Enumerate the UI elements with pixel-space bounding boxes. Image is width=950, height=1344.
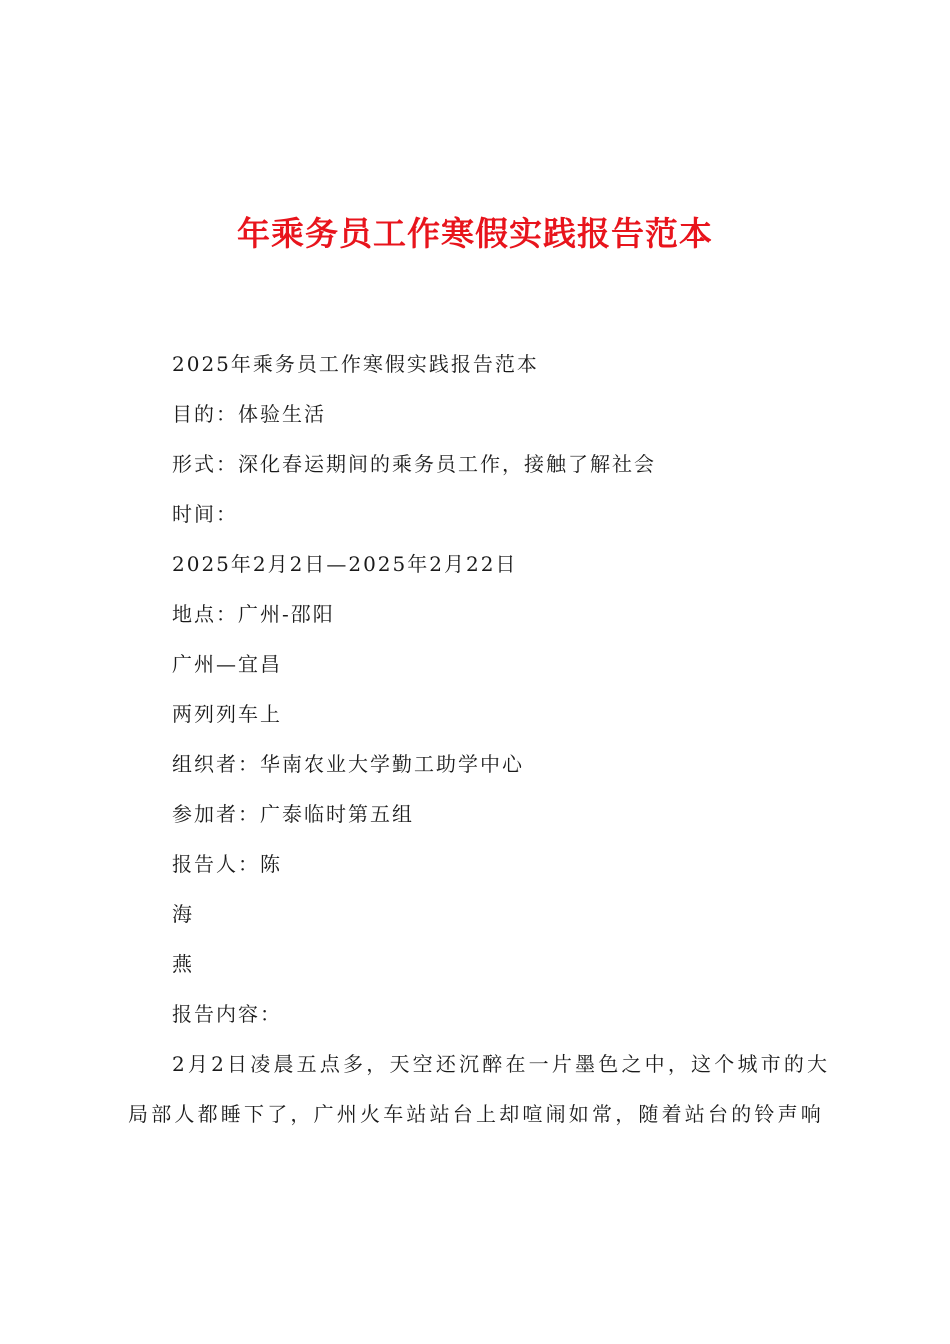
participants-line: 参加者：广泰临时第五组	[172, 802, 414, 826]
reporter-name-line-3: 燕	[172, 952, 194, 976]
subtitle-line: 2025年乘务员工作寒假实践报告范本	[172, 352, 539, 376]
purpose-line: 目的：体验生活	[172, 402, 326, 426]
date-range-line: 2025年2月2日—2025年2月22日	[172, 552, 518, 576]
paragraph-line-2: 局部人都睡下了，广州火车站站台上却喧闹如常，随着站台的铃声响	[128, 1102, 824, 1126]
route-line: 广州—宜昌	[172, 652, 282, 676]
reporter-name-line-2: 海	[172, 902, 194, 926]
location-line: 地点：广州-邵阳	[172, 602, 335, 626]
time-label-line: 时间：	[172, 502, 238, 526]
paragraph-line-1: 2月2日凌晨五点多，天空还沉醉在一片墨色之中，这个城市的大	[172, 1052, 831, 1076]
form-line: 形式：深化春运期间的乘务员工作，接触了解社会	[172, 452, 656, 476]
report-content-label: 报告内容：	[172, 1002, 282, 1026]
document-title: 年乘务员工作寒假实践报告范本	[237, 214, 713, 253]
trains-line: 两列列车上	[172, 702, 282, 726]
organizer-line: 组织者：华南农业大学勤工助学中心	[172, 752, 524, 776]
reporter-line: 报告人：陈	[172, 852, 282, 876]
